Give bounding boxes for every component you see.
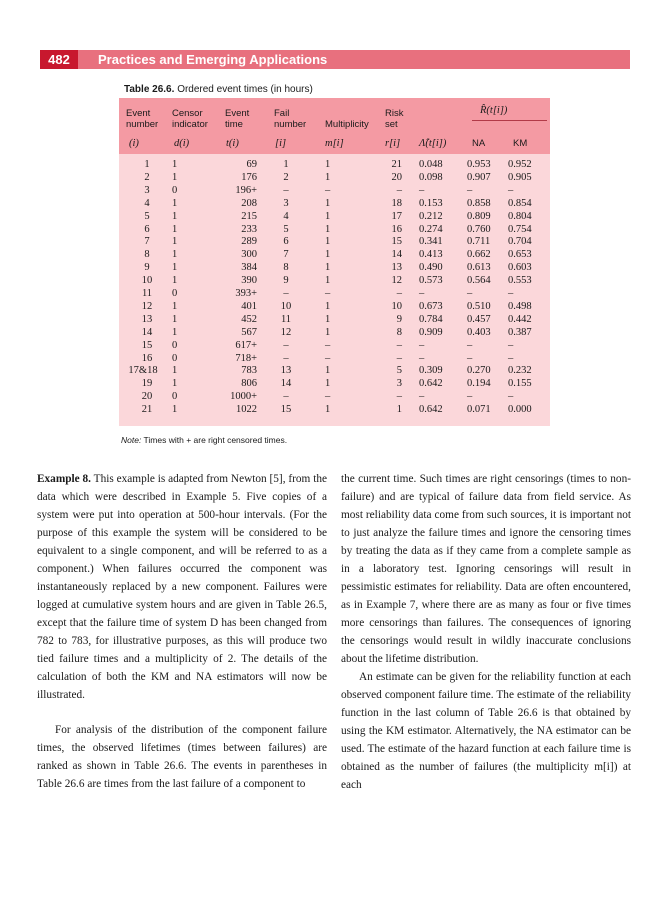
fail-number-cell: –	[283, 339, 289, 351]
censor-indicator-cell: 1	[172, 159, 178, 170]
table-row	[119, 159, 550, 171]
hazard-cell: 0.413	[419, 249, 443, 261]
km-estimate-cell: –	[508, 288, 514, 299]
table-row	[119, 340, 550, 352]
event-time-cell: 452	[241, 313, 257, 325]
multiplicity-cell: 1	[325, 262, 331, 274]
table-caption	[124, 84, 313, 95]
event-number-cell: 2	[144, 171, 150, 183]
header-fail-number: Fail number	[274, 108, 307, 130]
table-row	[119, 262, 550, 274]
header-symbol-d: d(i)	[174, 138, 190, 149]
censor-indicator-cell: 1	[172, 223, 178, 235]
km-estimate-cell: –	[508, 352, 514, 364]
event-number-cell: 17&18	[128, 365, 158, 377]
fail-number-cell: 13	[280, 365, 292, 377]
multiplicity-cell: 1	[325, 171, 331, 183]
censor-indicator-cell: 1	[172, 404, 178, 416]
event-number-cell: 9	[144, 262, 150, 274]
example-label: Example 8.	[37, 473, 92, 485]
hazard-cell: 0.309	[419, 365, 443, 377]
km-estimate-cell: 0.603	[508, 262, 532, 274]
km-estimate-cell: 0.498	[508, 300, 532, 312]
event-time-cell: 384	[241, 262, 257, 274]
table-note	[121, 435, 287, 445]
fail-number-cell: 4	[283, 210, 289, 222]
header-na: NA	[472, 138, 486, 149]
event-time-cell: 215	[241, 210, 257, 222]
km-estimate-cell: 0.804	[508, 210, 532, 222]
fail-number-cell: 5	[283, 223, 289, 235]
event-time-cell: 401	[241, 300, 257, 312]
event-time-cell: 617+	[235, 339, 257, 351]
note-text: Times with + are right censored times.	[143, 435, 288, 445]
na-estimate-cell: 0.662	[467, 249, 491, 261]
km-estimate-cell: 0.387	[508, 326, 532, 338]
fail-number-cell: 15	[280, 404, 292, 416]
event-time-cell: 806	[241, 378, 257, 390]
fail-number-cell: 6	[283, 236, 289, 248]
km-estimate-cell: 0.952	[508, 159, 532, 170]
event-time-cell: 196+	[235, 184, 257, 196]
censor-indicator-cell: 1	[172, 197, 178, 209]
table-row	[119, 224, 550, 236]
multiplicity-cell: 1	[325, 300, 331, 312]
risk-set-cell: –	[396, 288, 402, 299]
table-row	[119, 391, 550, 403]
fail-number-cell: 11	[280, 313, 292, 325]
km-estimate-cell: 0.653	[508, 249, 532, 261]
header-risk-set: Risk set	[385, 108, 404, 130]
event-number-cell: 10	[141, 275, 153, 287]
risk-set-cell: 10	[391, 300, 402, 312]
censor-indicator-cell: 0	[172, 339, 178, 351]
header-censor-indicator: Censor indicator	[172, 108, 208, 130]
table-row	[119, 404, 550, 416]
km-estimate-cell: 0.754	[508, 223, 532, 235]
censor-indicator-cell: 1	[172, 171, 178, 183]
multiplicity-cell: 1	[325, 223, 331, 235]
multiplicity-cell: 1	[325, 326, 331, 338]
censor-indicator-cell: 0	[172, 352, 178, 364]
na-estimate-cell: 0.270	[467, 365, 491, 377]
na-estimate-cell: 0.457	[467, 313, 491, 325]
censor-indicator-cell: 1	[172, 210, 178, 222]
event-number-cell: 3	[144, 184, 150, 196]
hazard-cell: 0.673	[419, 300, 443, 312]
risk-set-cell: 13	[391, 262, 402, 274]
event-number-cell: 6	[144, 223, 150, 235]
risk-set-cell: 9	[396, 313, 402, 325]
analysis-paragraph: For analysis of the distribution of the component failure times, the observed lifetimes (times between failures) are ranked as shown in Table 26.6. The events in parentheses in Table 26.6 are times from the last failure of a component to	[37, 724, 327, 790]
multiplicity-cell: –	[325, 391, 331, 403]
na-estimate-cell: –	[467, 184, 473, 196]
risk-set-cell: 21	[391, 159, 402, 170]
right-paragraph-1: the current time. Such times are right censorings (times to non-failure) and are typical of failure data from field service. As most reliability data come from such sources, it is important not to just analyze the failure times and ignore the censoring times by treating the data as if they came from a complete sample as in a laboratory test. Ignoring censorings will result in pessimistic estimates for reliability. Data are often encountered, as in Example 7, where there are as many as four or five times more censorings than failures. The consequences of ignoring the censorings would result in wildly inaccurate conclusions about the lifetime distribution.	[341, 473, 631, 665]
running-title: Practices and Emerging Applications	[98, 52, 328, 67]
risk-set-cell: –	[396, 352, 402, 364]
header-multiplicity: Multiplicity	[325, 119, 369, 130]
risk-set-cell: 12	[391, 275, 402, 287]
event-time-cell: 1000+	[230, 391, 257, 403]
multiplicity-cell: 1	[325, 236, 331, 248]
event-time-cell: 233	[241, 223, 257, 235]
event-time-cell: 567	[241, 326, 257, 338]
table-row	[119, 288, 550, 300]
event-number-cell: 14	[141, 326, 153, 338]
event-number-cell: 7	[144, 236, 150, 248]
na-estimate-cell: 0.953	[467, 159, 491, 170]
na-estimate-cell: –	[467, 352, 473, 364]
event-number-cell: 16	[141, 352, 153, 364]
event-number-cell: 12	[141, 300, 153, 312]
event-number-cell: 20	[141, 391, 153, 403]
risk-set-cell: –	[396, 391, 402, 403]
na-estimate-cell: –	[467, 391, 473, 403]
hazard-cell: 0.274	[419, 223, 443, 235]
risk-set-cell: 8	[396, 326, 402, 338]
event-time-cell: 289	[241, 236, 257, 248]
hazard-cell: 0.341	[419, 236, 443, 248]
multiplicity-cell: 1	[325, 404, 331, 416]
censor-indicator-cell: 1	[172, 300, 178, 312]
header-symbol-fail: [i]	[275, 138, 287, 149]
censor-indicator-cell: 1	[172, 236, 178, 248]
page-number: 482	[40, 50, 78, 69]
right-paragraph-2: An estimate can be given for the reliability function at each observed component failure time. The estimate of the reliability function in the last column of Table 26.6 is that obtained by using the KM estimator. Alternatively, the NA estimator can be used. The estimate of the hazard function at each failure time is obtained as the number of failures (the multiplicity m[i]) at each	[341, 671, 631, 791]
note-label: Note:	[121, 435, 142, 445]
table-row	[119, 249, 550, 261]
event-time-cell: 393+	[235, 288, 257, 299]
na-estimate-cell: 0.510	[467, 300, 491, 312]
event-time-cell: 208	[241, 197, 257, 209]
hazard-cell: 0.784	[419, 313, 443, 325]
censor-indicator-cell: 0	[172, 288, 178, 299]
multiplicity-cell: –	[325, 352, 331, 364]
hazard-cell: –	[419, 288, 425, 299]
event-time-cell: 69	[246, 159, 257, 170]
km-estimate-cell: 0.232	[508, 365, 532, 377]
hazard-cell: –	[419, 339, 425, 351]
fail-number-cell: –	[283, 288, 289, 299]
km-estimate-cell: 0.000	[508, 404, 532, 416]
km-estimate-cell: 0.905	[508, 171, 532, 183]
event-time-cell: 176	[241, 171, 257, 183]
table-row	[119, 275, 550, 287]
running-header	[40, 50, 630, 69]
hazard-cell: 0.153	[419, 197, 443, 209]
hazard-cell: 0.048	[419, 159, 443, 170]
censor-indicator-cell: 1	[172, 365, 178, 377]
hazard-cell: 0.212	[419, 210, 443, 222]
censor-indicator-cell: 0	[172, 184, 178, 196]
na-estimate-cell: 0.071	[467, 404, 491, 416]
na-estimate-cell: 0.907	[467, 171, 491, 183]
fail-number-cell: 12	[280, 326, 292, 338]
right-column	[341, 470, 631, 794]
na-estimate-cell: 0.194	[467, 378, 491, 390]
header-symbol-t: t(i)	[226, 138, 239, 149]
risk-set-cell: 5	[396, 365, 402, 377]
km-estimate-cell: 0.442	[508, 313, 532, 325]
header-km: KM	[513, 138, 528, 149]
multiplicity-cell: –	[325, 184, 331, 196]
hazard-cell: 0.909	[419, 326, 443, 338]
table-header	[119, 98, 550, 154]
risk-set-cell: 17	[391, 210, 402, 222]
multiplicity-cell: 1	[325, 313, 331, 325]
hazard-cell: 0.490	[419, 262, 443, 274]
fail-number-cell: 2	[283, 171, 289, 183]
fail-number-cell: 10	[280, 300, 292, 312]
table-caption-text: Ordered event times (in hours)	[177, 84, 313, 95]
fail-number-cell: 1	[283, 159, 289, 170]
hazard-cell: 0.098	[419, 171, 443, 183]
censor-indicator-cell: 1	[172, 275, 178, 287]
fail-number-cell: –	[283, 184, 289, 196]
fail-number-cell: 7	[283, 249, 289, 261]
header-symbol-r: r[i]	[385, 138, 401, 149]
na-estimate-cell: 0.809	[467, 210, 491, 222]
table-row	[119, 314, 550, 326]
multiplicity-cell: 1	[325, 378, 331, 390]
na-estimate-cell: 0.403	[467, 326, 491, 338]
table-row	[119, 378, 550, 390]
hazard-cell: –	[419, 391, 425, 403]
multiplicity-cell: 1	[325, 365, 331, 377]
hazard-cell: –	[419, 184, 425, 196]
event-number-cell: 21	[141, 404, 153, 416]
censor-indicator-cell: 1	[172, 249, 178, 261]
risk-set-cell: 15	[391, 236, 402, 248]
km-estimate-cell: 0.155	[508, 378, 532, 390]
risk-set-cell: 18	[391, 197, 402, 209]
event-number-cell: 13	[141, 313, 153, 325]
event-time-cell: 300	[241, 249, 257, 261]
censor-indicator-cell: 1	[172, 313, 178, 325]
km-estimate-cell: –	[508, 339, 514, 351]
km-estimate-cell: 0.704	[508, 236, 532, 248]
table-row	[119, 365, 550, 377]
multiplicity-cell: –	[325, 339, 331, 351]
header-symbol-i: (i)	[129, 138, 139, 149]
na-estimate-cell: 0.760	[467, 223, 491, 235]
table-row	[119, 353, 550, 365]
table-row	[119, 236, 550, 248]
table-label: Table 26.6.	[124, 84, 175, 95]
table-row	[119, 327, 550, 339]
fail-number-cell: –	[283, 391, 289, 403]
risk-set-cell: 14	[391, 249, 402, 261]
event-number-cell: 11	[141, 288, 153, 299]
event-number-cell: 1	[144, 159, 150, 170]
example-paragraph: Example 8. This example is adapted from Newton [5], from the data which were described in Example 5. Five copies of a system were put into operation at 500-hour intervals. (For the purpose of this example the system will be considered to be equivalent to a single component, and will be referred to as a component.) When failures occurred the component was instantaneously replaced by a new component. Failures were logged at cumulative system hours and are given in Table 26.5, except that the failure time of system D has been changed from 782 to 783, for illustrative purposes, as this will produce two tied failure times and a multiplicity of 2. The details of the calculation of both the KM and NA estimators will now be illustrated.	[37, 473, 327, 701]
fail-number-cell: 3	[283, 197, 289, 209]
multiplicity-cell: 1	[325, 249, 331, 261]
censor-indicator-cell: 0	[172, 391, 178, 403]
na-estimate-cell: –	[467, 288, 473, 299]
event-number-cell: 4	[144, 197, 150, 209]
multiplicity-cell: 1	[325, 159, 331, 170]
risk-set-cell: 16	[391, 223, 402, 235]
risk-set-cell: –	[396, 339, 402, 351]
km-estimate-cell: 0.553	[508, 275, 532, 287]
hazard-cell: 0.573	[419, 275, 443, 287]
header-symbol-m: m[i]	[325, 138, 344, 149]
censor-indicator-cell: 1	[172, 378, 178, 390]
na-estimate-cell: –	[467, 339, 473, 351]
km-estimate-cell: 0.854	[508, 197, 532, 209]
risk-set-cell: 20	[391, 171, 402, 183]
table-row	[119, 198, 550, 210]
hazard-cell: 0.642	[419, 404, 443, 416]
risk-set-cell: 3	[396, 378, 402, 390]
na-estimate-cell: 0.711	[467, 236, 491, 248]
header-hazard: Λ̂(t[i])	[419, 138, 447, 149]
fail-number-cell: 8	[283, 262, 289, 274]
risk-set-cell: –	[396, 184, 402, 196]
table-row	[119, 211, 550, 223]
na-estimate-cell: 0.564	[467, 275, 491, 287]
hazard-cell: 0.642	[419, 378, 443, 390]
km-estimate-cell: –	[508, 184, 514, 196]
header-event-number: Event number	[126, 108, 159, 130]
event-number-cell: 5	[144, 210, 150, 222]
na-estimate-cell: 0.858	[467, 197, 491, 209]
censor-indicator-cell: 1	[172, 326, 178, 338]
multiplicity-cell: 1	[325, 197, 331, 209]
risk-set-cell: 1	[396, 404, 402, 416]
event-number-cell: 8	[144, 249, 150, 261]
left-column	[37, 470, 327, 793]
table-row	[119, 301, 550, 313]
multiplicity-cell: –	[325, 288, 331, 299]
na-estimate-cell: 0.613	[467, 262, 491, 274]
event-number-cell: 15	[141, 339, 153, 351]
event-time-cell: 390	[241, 275, 257, 287]
fail-number-cell: –	[283, 352, 289, 364]
censor-indicator-cell: 1	[172, 262, 178, 274]
multiplicity-cell: 1	[325, 275, 331, 287]
hazard-cell: –	[419, 352, 425, 364]
header-reliability: R̂(t[i])	[480, 105, 508, 116]
reliability-rule	[472, 120, 547, 121]
table-row	[119, 172, 550, 184]
header-event-time: Event time	[225, 108, 250, 130]
table-row	[119, 185, 550, 197]
event-time-cell: 718+	[235, 352, 257, 364]
km-estimate-cell: –	[508, 391, 514, 403]
event-time-cell: 783	[241, 365, 257, 377]
multiplicity-cell: 1	[325, 210, 331, 222]
event-number-cell: 19	[141, 378, 153, 390]
fail-number-cell: 9	[283, 275, 289, 287]
fail-number-cell: 14	[280, 378, 292, 390]
event-time-cell: 1022	[236, 404, 257, 416]
